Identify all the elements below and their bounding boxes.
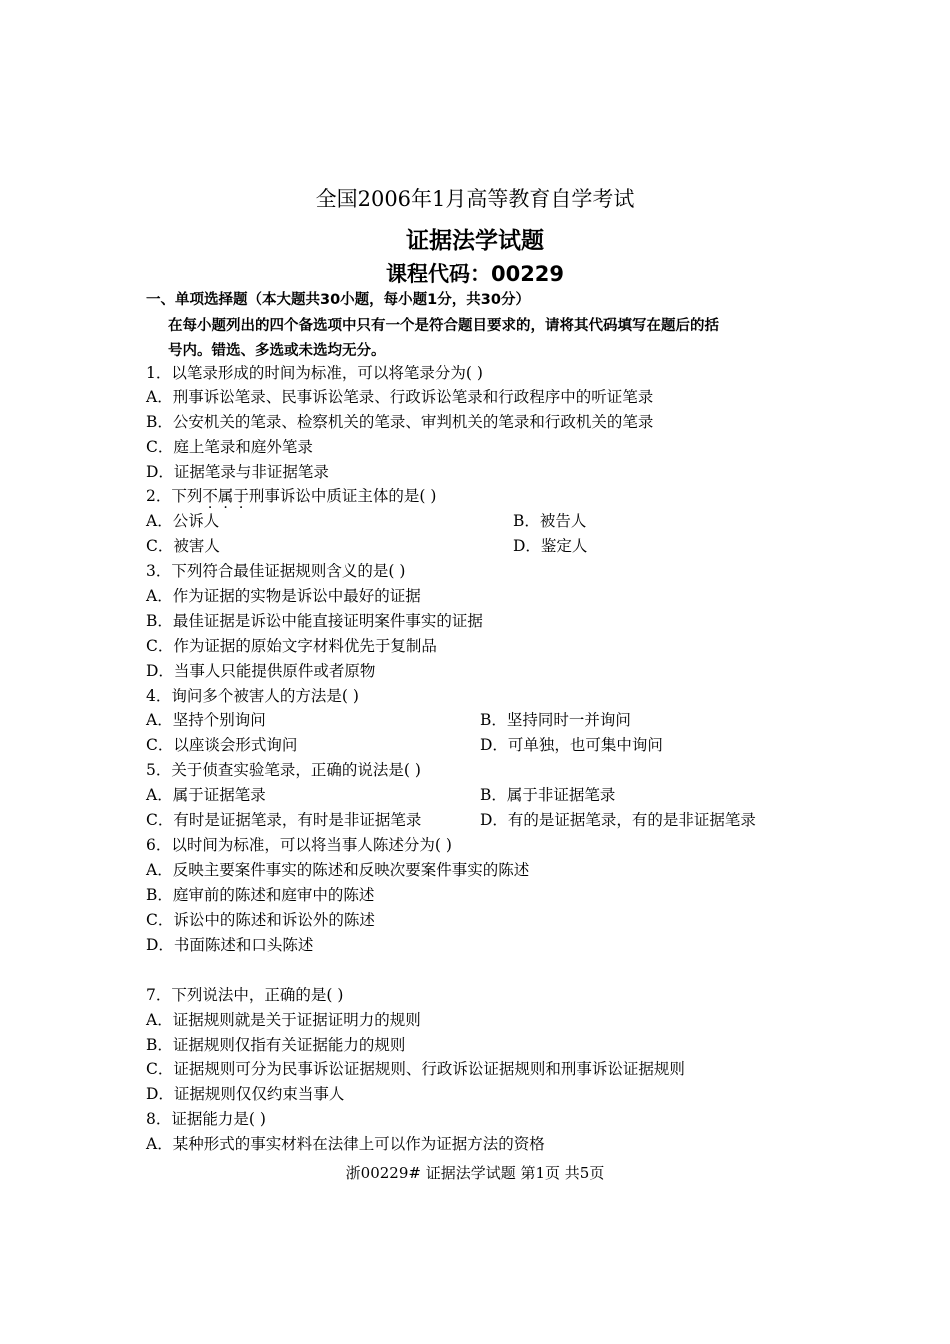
question-1-option-c: C．庭上笔录和庭外笔录	[146, 438, 313, 456]
question-2-emphasis-3: 于	[233, 487, 249, 505]
question-5-option-a: A．属于证据笔录	[146, 786, 266, 804]
question-5-option-d: D．有的是证据笔录，有的是非证据笔录	[480, 811, 756, 829]
question-3-stem: 3．下列符合最佳证据规则含义的是( )	[146, 562, 406, 580]
question-8-stem: 8．证据能力是( )	[146, 1110, 266, 1128]
question-3-option-d: D．当事人只能提供原件或者原物	[146, 662, 376, 680]
question-6-option-c: C．诉讼中的陈述和诉讼外的陈述	[146, 911, 375, 929]
question-7-option-b: B．证据规则仅指有关证据能力的规则	[146, 1036, 406, 1054]
question-1-stem: 1．以笔录形成的时间为标准，可以将笔录分为( )	[146, 364, 483, 382]
question-4-stem: 4．询问多个被害人的方法是( )	[146, 687, 359, 705]
question-6-option-d: D．书面陈述和口头陈述	[146, 936, 314, 954]
section-title: 一、单项选择题（本大题共30小题，每小题1分，共30分）	[146, 292, 530, 308]
question-1-option-b: B．公安机关的笔录、检察机关的笔录、审判机关的笔录和行政机关的笔录	[146, 413, 654, 431]
question-5-stem: 5．关于侦查实验笔录，正确的说法是( )	[146, 761, 421, 779]
subject-title: 证据法学试题	[406, 228, 544, 254]
question-7-option-a: A．证据规则就是关于证据证明力的规则	[146, 1011, 421, 1029]
question-3-option-a: A．作为证据的实物是诉讼中最好的证据	[146, 587, 421, 605]
instruction-line-2: 号内。错选、多选或未选均无分。	[168, 343, 386, 359]
course-code: 课程代码：00229	[385, 262, 565, 286]
question-2-option-a: A．公诉人	[146, 512, 220, 530]
question-8-option-a: A．某种形式的事实材料在法律上可以作为证据方法的资格	[146, 1135, 545, 1153]
question-7-option-c: C．证据规则可分为民事诉讼证据规则、行政诉讼证据规则和刑事诉讼证据规则	[146, 1060, 685, 1078]
question-2-emphasis-1: 不	[202, 487, 218, 505]
instruction-line-1: 在每小题列出的四个备选项中只有一个是符合题目要求的，请将其代码填写在题后的括	[168, 318, 719, 334]
question-2-option-c: C．被害人	[146, 537, 220, 555]
page-footer: 浙00229# 证据法学试题 第1页 共5页	[345, 1164, 605, 1182]
question-7-stem: 7．下列说法中，正确的是( )	[146, 986, 344, 1004]
question-2-stem	[146, 485, 436, 507]
question-4-option-d: D．可单独，也可集中询问	[480, 736, 663, 754]
question-2-emphasis-2: 属	[217, 487, 234, 505]
question-7-option-d: D．证据规则仅仅约束当事人	[146, 1085, 345, 1103]
question-6-option-a: A．反映主要案件事实的陈述和反映次要案件事实的陈述	[146, 861, 530, 879]
question-6-option-b: B．庭审前的陈述和庭审中的陈述	[146, 886, 375, 904]
question-1-option-d: D．证据笔录与非证据笔录	[146, 463, 329, 481]
question-3-option-b: B．最佳证据是诉讼中能直接证明案件事实的证据	[146, 612, 483, 630]
question-2-option-b: B．被告人	[513, 512, 587, 530]
question-5-option-c: C．有时是证据笔录，有时是非证据笔录	[146, 811, 422, 829]
question-2-stem-suffix: 刑事诉讼中质证主体的是( )	[248, 487, 437, 505]
question-5-option-b: B．属于非证据笔录	[480, 786, 616, 804]
question-2-stem-prefix: 2．下列	[146, 487, 203, 505]
question-1-option-a: A．刑事诉讼笔录、民事诉讼笔录、行政诉讼笔录和行政程序中的听证笔录	[146, 388, 654, 406]
question-2-option-d: D．鉴定人	[513, 537, 588, 555]
exam-title: 全国2006年1月高等教育自学考试	[315, 187, 635, 211]
question-3-option-c: C．作为证据的原始文字材料优先于复制品	[146, 637, 437, 655]
question-4-option-c: C．以座谈会形式询问	[146, 736, 298, 754]
question-4-option-a: A．坚持个别询问	[146, 711, 266, 729]
question-4-option-b: B．坚持同时一并询问	[480, 711, 631, 729]
question-6-stem: 6．以时间为标准，可以将当事人陈述分为( )	[146, 836, 452, 854]
